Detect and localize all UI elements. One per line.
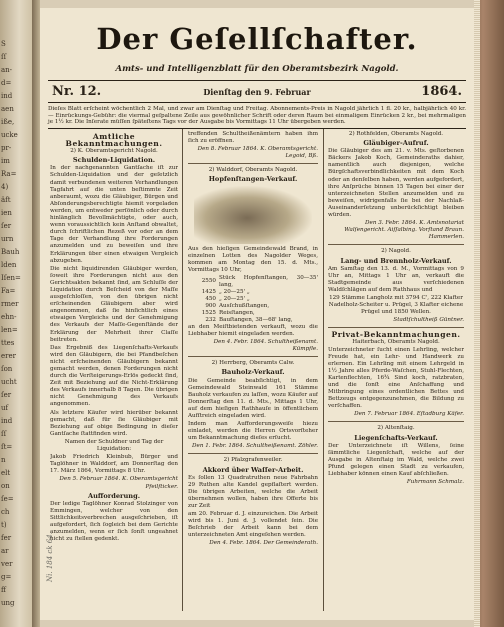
adjacent-page-fragment: an- xyxy=(1,66,13,74)
notice-text: Indem man Aufforderungsweiſe hiezu einladet, werden die Herren Ortsvorſteher um Bekanntmachung dieſes erſucht. xyxy=(188,421,318,442)
adjacent-page-fragment: d= xyxy=(1,79,12,87)
table-row: 1425 „ 20—25' „ xyxy=(201,288,250,295)
adjacent-page-fragment: erer xyxy=(1,352,16,360)
notice-text: Unterzeichneter ſucht einen Lehrling, welcher Freude hat, ein Lehr- und Handwerk zu erlernen. Ein Lehrling mit einem Lehrgeld in 1½ Jahre alles Pferde-Waſchen, Stuhl-Flechten, Kartenflechten, 16¾ Sind koch, ratzbraten, und die ſonſt eine Anſchaffung und Mitbringung eines ordentlichen Bettes und Bettzeugs entgegenzunehmen, die Bildung zu verſchaffen. xyxy=(328,346,464,410)
adjacent-page-fragment: ucht xyxy=(1,378,17,386)
notice-heading: Bauholz-Verkauf. xyxy=(221,368,285,377)
adjacent-page-fragment: Iſen= xyxy=(1,274,21,282)
issue-number: Nr. 12. xyxy=(52,84,102,99)
column-3 xyxy=(328,131,464,609)
notice-text: Am Samſtag den 13. d. M., Vormittags von 9 Uhr an, Mittags 1 Uhr an, verkauft die Stadtgemeinde aus verſchiedenen Waldſchlägen auf dem Rathhaus und xyxy=(328,265,464,293)
forest-woodcut-illustration xyxy=(194,186,312,244)
adjacent-page-fragment: Bauh xyxy=(1,248,20,256)
adjacent-page-fragment: fer xyxy=(1,534,12,542)
issue-date: Dienſtag den 9. Februar xyxy=(203,87,311,97)
column-1 xyxy=(50,131,178,609)
newspaper-page xyxy=(40,8,474,620)
header-rule-bottom xyxy=(48,102,466,103)
adjacent-page-fragment: ſer xyxy=(1,391,12,399)
adjacent-page-fragment: ung xyxy=(1,599,15,607)
issue-line xyxy=(48,84,466,100)
adjacent-page-fragment: ttes xyxy=(1,339,15,347)
notice-signature: Den 3. Febr. 1864. K. Amtsnotariat Walſengericht. Aiſſalbing. Vorſtand Braun. Hammerlen. xyxy=(344,220,464,241)
adjacent-page-fragment: uf xyxy=(1,404,9,412)
table-row: 232 Bauſtangen, 38—68' lang, xyxy=(205,316,293,323)
timber-table xyxy=(188,275,318,324)
binding-gutter xyxy=(32,0,40,627)
section-heading-official: Amtliche Bekanntmachungen. xyxy=(65,132,163,149)
notice-text: In der nachgenannten Gantſache iſt zur Schulden-Liquidation und der geſetzlich damit verbundenen weiteren Verhandlungen Tagfahrt auf die unten beſtimmte Zeit anberaumt, wozu die Gläubiger, Bürgen und Abſonderungsberechtigte hiemit vorgeladen werden, um entweder perſönlich oder durch hinlänglich Bevollmächtigte, oder auch, wenn voraussichtlich kein Anſtand obwaltet, durch ſchriftlichen Rezeß vor oder an dem Tage der Verhandlung ihre Forderungen anzumelden und zu beweiſen und ihre Erklärungen über einen etwaigen Vergleich abzugeben. xyxy=(50,165,178,264)
notice-ref: 2) Rothfelden, Oberamts Nagold. xyxy=(348,131,444,137)
adjacent-page-fragment: S xyxy=(1,40,6,48)
notice-ref: 2) Herrberg, Oberamts Calw. xyxy=(211,360,295,367)
adjacent-page-fragment: t) xyxy=(1,521,7,529)
notice-signature: Den 5. Februar 1864. K. Oberamtsgericht Pfeilſticker. xyxy=(59,476,178,490)
notice-text: Die Gemeinde beabſichtigt, in dem Gemeindewald Steinwald 161 Stämme Bauholz verkaufen zu laſſen, wozu Käufer auf Donnerſtag den 11. d. Mts., Mittags 1 Uhr, auf dem hieſigen Rathhauſe in öffentlichem Aufſtreich eingeladen wird. xyxy=(188,377,318,419)
notice-heading: Akkord über Waſſer-Arbeit. xyxy=(202,465,304,474)
adjacent-page-fragment: im xyxy=(1,157,10,165)
notice-text: Jakob Friedrich Kleinbub, Bürger und Taglöhner in Walddorf, am Donnerſtag den 17. März 1864, Vormittags 8 Uhr. xyxy=(50,454,178,475)
notice-text: an den Meiſtbietenden verkauft, wozu die Liebhaber hiemit eingeladen werden. xyxy=(188,323,318,338)
adjacent-page-fragment: ſt= xyxy=(1,443,13,451)
adjacent-page-fragment: ſſ xyxy=(1,430,7,438)
notice-heading: Gläubiger-Aufruf. xyxy=(363,139,429,148)
notice-signature: Fuhrmann Schmalz. xyxy=(406,479,464,486)
adjacent-page-fragment: g= xyxy=(1,573,12,581)
notice-signature: Den 1. Febr. 1864. Schultheißenamt. Zöhler. xyxy=(192,443,318,450)
table-row: 2550 Stück Hopfenſtangen, 30—35' lang, xyxy=(201,274,318,288)
adjacent-page-fragment: ch xyxy=(1,508,10,516)
adjacent-page-fragment: äft xyxy=(1,196,11,204)
notice-heading: Lang- und Brennholz-Verkauf. xyxy=(340,256,452,265)
page-stack-edge xyxy=(474,0,480,627)
notice-separator xyxy=(188,356,318,357)
notice-signature: Den 4. Febr. 1864. Der Gemeinderath. xyxy=(209,540,318,547)
adjacent-page-fragment: 4) xyxy=(1,183,9,191)
adjacent-page-fragment: ſſ xyxy=(1,53,7,61)
notice-text: Es ſollen 13 Quadratruthen neue Fahrbahn 29 Ruthen alte Kandel gepflaſtert werden. Die übrigen Arbeiten, welche die Arbeit übernehmen wollen, haben ihre Offerte bis zur Zeit xyxy=(188,474,318,509)
notice-ref: 2) Pfalzgrafenweiler. xyxy=(223,457,283,464)
masthead-subtitle: Amts- und Intelligenzblatt für den Oberamtsbezirk Nagold. xyxy=(115,64,399,74)
notice-text: Die nicht liquidirenden Gläubiger werden, ſoweit ihre Forderungen nicht aus den Gerichtsakten bekannt ſind, am Schluſſe der Liquidation durch Beſcheid von der Maſſe ausgeſchloſſen, von den übrigen nicht erſcheinenden Gläubigern aber wird angenommen, daß ſie hinſichtlich eines etwaigen Vergleichs und der Genehmigung des Verkaufs der Maſſe-Gegenſtände der Erklärung der Mehrheit ihrer Claſſe beitreten. xyxy=(50,265,178,343)
notice-separator xyxy=(328,244,464,245)
notice-heading: Hopfenſtangen-Verkauf. xyxy=(208,175,298,184)
notice-text: Die Gläubiger des am 21. v. Mts. geſtorbenen Bäckers Jakob Koch, Gemeinderaths dahier, namentlich auch diejenigen, welche Bürgſchaftsverbindlichkeiten mit dem Koch oder an denſelben haben, werden aufgefordert, ihre Anſprüche binnen 15 Tagen bei einer der unterzeichneten Stellen anzumelden und zu beweiſen, widrigenfalls ſie bei der Nachlaß-Auseinanderſetzung unberückſichtigt bleiben würden. xyxy=(328,148,464,219)
notice-heading: Liegenſchafts-Verkauf. xyxy=(354,433,438,442)
notice-signature: Stadtſchultheiß Güntner. xyxy=(393,317,464,324)
pencil-annotation: Ni. 184 ck 64. xyxy=(46,532,54,582)
adjacent-page-fragment: ff xyxy=(1,586,6,594)
adjacent-page-fragment: ind xyxy=(1,417,13,425)
header-rule-top xyxy=(48,80,466,81)
notice-text: Als letztere Käufer wird hierüber bekannt gemacht, daß für ſie Gläubiger mit Beziehung auf obige Bedingung in dieſer Gantſache ſtattfinden wird. xyxy=(50,409,178,437)
notice-separator xyxy=(188,163,318,164)
masthead-title: Der Geſellſchafter. xyxy=(96,22,418,56)
notice-signature: Den 7. Februar 1864. Eſtadburg Käfer. xyxy=(354,411,464,418)
adjacent-page-fragment: urn xyxy=(1,235,14,243)
adjacent-page-edge xyxy=(0,0,32,627)
adjacent-page-fragment: rmer xyxy=(1,300,19,308)
adjacent-page-fragment: Fa= xyxy=(1,287,16,295)
notice-ref: 2) Nagold. xyxy=(381,248,411,255)
adjacent-page-fragment: elt xyxy=(1,469,11,477)
column-2 xyxy=(188,131,318,609)
notice-text: Der ledige Taglöhner Konrad Stolzinger von Emmingen, welcher von den Sittlichkeitsverbrechen ausgeſchrieben, iſt aufgefordert, ſich ſogleich bei dem Gerichte anzumelden, wenn er ſich ſonſt ungeahnet nicht zu ſtellen gedenkt. xyxy=(50,500,178,543)
adjacent-page-fragment: lden xyxy=(1,261,17,269)
adjacent-page-fragment: ucke xyxy=(1,131,18,139)
notice-text: Namen der Schuldner und Tag der Liquidation: xyxy=(64,438,164,453)
adjacent-page-fragment: ehn- xyxy=(1,313,17,321)
notice-heading: Aufforderung. xyxy=(88,491,140,500)
notice-text: Der Unterzeichnete iſt Willens, ſeine ſämmtliche Liegenſchaft, welche auf der Ausgabe in Altenſtaig im Wald, welche zwei Pfund gelegen einen Stadt zu verkaufen, Liebhaber können einen Kauf abſchließen. xyxy=(328,442,464,478)
notice-separator xyxy=(188,453,318,454)
table-row: 450 „ 20—25' „ xyxy=(205,295,250,302)
notice-separator xyxy=(328,327,464,328)
adjacent-page-fragment: ar xyxy=(1,547,9,555)
adjacent-page-fragment: ſe= xyxy=(1,495,14,503)
book-cover-edge xyxy=(474,0,504,627)
adjacent-page-fragment: n xyxy=(1,456,6,464)
subscription-notice: Dieſes Blatt erſcheint wöchentlich 2 Mal, und zwar am Dienſtag und Freitag. Abonnements-Preis in Nagold jährlich 1 fl. 20 kr., halbjährlich 40 kr. — Einrückungs-Gebühr: die viermal geſpaltene Zeile aus gewöhnlicher Schrift oder deren Raum bei einmaligem Einrücken 2 kr., bei mehrmaligen je 1½ kr. Die Inſerate müſſen ſpäteſtens Tags vor der Ausgabe bis Vormittags 11 Uhr übergeben werden. xyxy=(48,106,466,126)
notice-signature: Den 4. Febr. 1864. Schultheißenamt. Kümpfle. xyxy=(213,339,318,353)
adjacent-page-fragment: ſer xyxy=(1,222,12,230)
adjacent-page-fragment: ver xyxy=(1,560,13,568)
issue-year: 1864. xyxy=(421,84,462,99)
adjacent-page-fragment: aen xyxy=(1,105,14,113)
section-heading-private: Privat-Bekanntmachungen. xyxy=(331,330,461,340)
notice-ref: 2) K. Oberamtsgericht Nagold. xyxy=(70,148,158,155)
adjacent-page-fragment: on xyxy=(1,482,10,490)
column-divider xyxy=(323,129,324,611)
notice-rule xyxy=(48,128,466,129)
notice-separator xyxy=(328,421,464,422)
notice-heading: Schulden-Liquidation. xyxy=(72,156,156,165)
adjacent-page-fragment: iße, xyxy=(1,118,15,126)
adjacent-page-fragment: ſon xyxy=(1,365,13,373)
adjacent-page-fragment: pr- xyxy=(1,144,12,152)
adjacent-page-fragment: ind xyxy=(1,92,13,100)
table-row: 900 Ausſchußſtangen, xyxy=(205,302,270,309)
notice-text: Aus den hieſigen Gemeindewald Brand, in einzelnen Lotten des Nagolder Weges, kommen am Montag den 15. d. Mts., Vormittags 10 Uhr, xyxy=(188,245,318,273)
notice-text: treffenden Schultheißenämtern haben ihm ſich zu eröffnen. xyxy=(188,131,318,145)
notice-ref: 2) Walddorf, Oberamts Nagold. xyxy=(208,167,298,174)
notice-text: am 20. Februar d. J. einzureichen. Die Arbeit wird bis 1. Juni d. J. vollendet ſein. Die Beſchrieb der Arbeit kann bei dem unterzeichneten Amt eingeſehen werden. xyxy=(188,511,318,539)
table-row: 1525 Reisſtangen, xyxy=(201,309,255,316)
notice-text: 129 Stämme Langholz mit 3794 C', 222 Klafter Nadelholz-Scheiter u. Prügel, 3 Klafter eichene Prügel und 1850 Wellen. xyxy=(328,294,464,316)
notice-text: Das Ergebniß des Liegenſchafts-Verkaufs wird den Gläubigern, die bei Pfandbeſchen nicht erſcheinenden Gläubigern bekannt gemacht werden, denen Forderungen nicht durch die Verſteigerungs-Erlös gedeckt ſind, Zeit mit Beziehung auf die Nicht-Erklärung des Verkaufs innerhalb 8 Tagen. Die übrigen nicht Genehmigung des Verkaufs angenommen. xyxy=(50,344,178,408)
adjacent-page-fragment: Ra= xyxy=(1,170,17,178)
adjacent-page-fragment: len= xyxy=(1,326,18,334)
notice-signature: Den 8. Februar 1864. K. Oberamtsgericht. Legoid, Bß. xyxy=(197,146,318,160)
column-divider xyxy=(182,129,183,611)
notice-ref: 2) Altenſtaig. xyxy=(377,425,415,432)
notice-ref: Haiterbach, Oberamts Nagold. xyxy=(352,339,440,346)
adjacent-page-fragment: ien xyxy=(1,209,12,217)
